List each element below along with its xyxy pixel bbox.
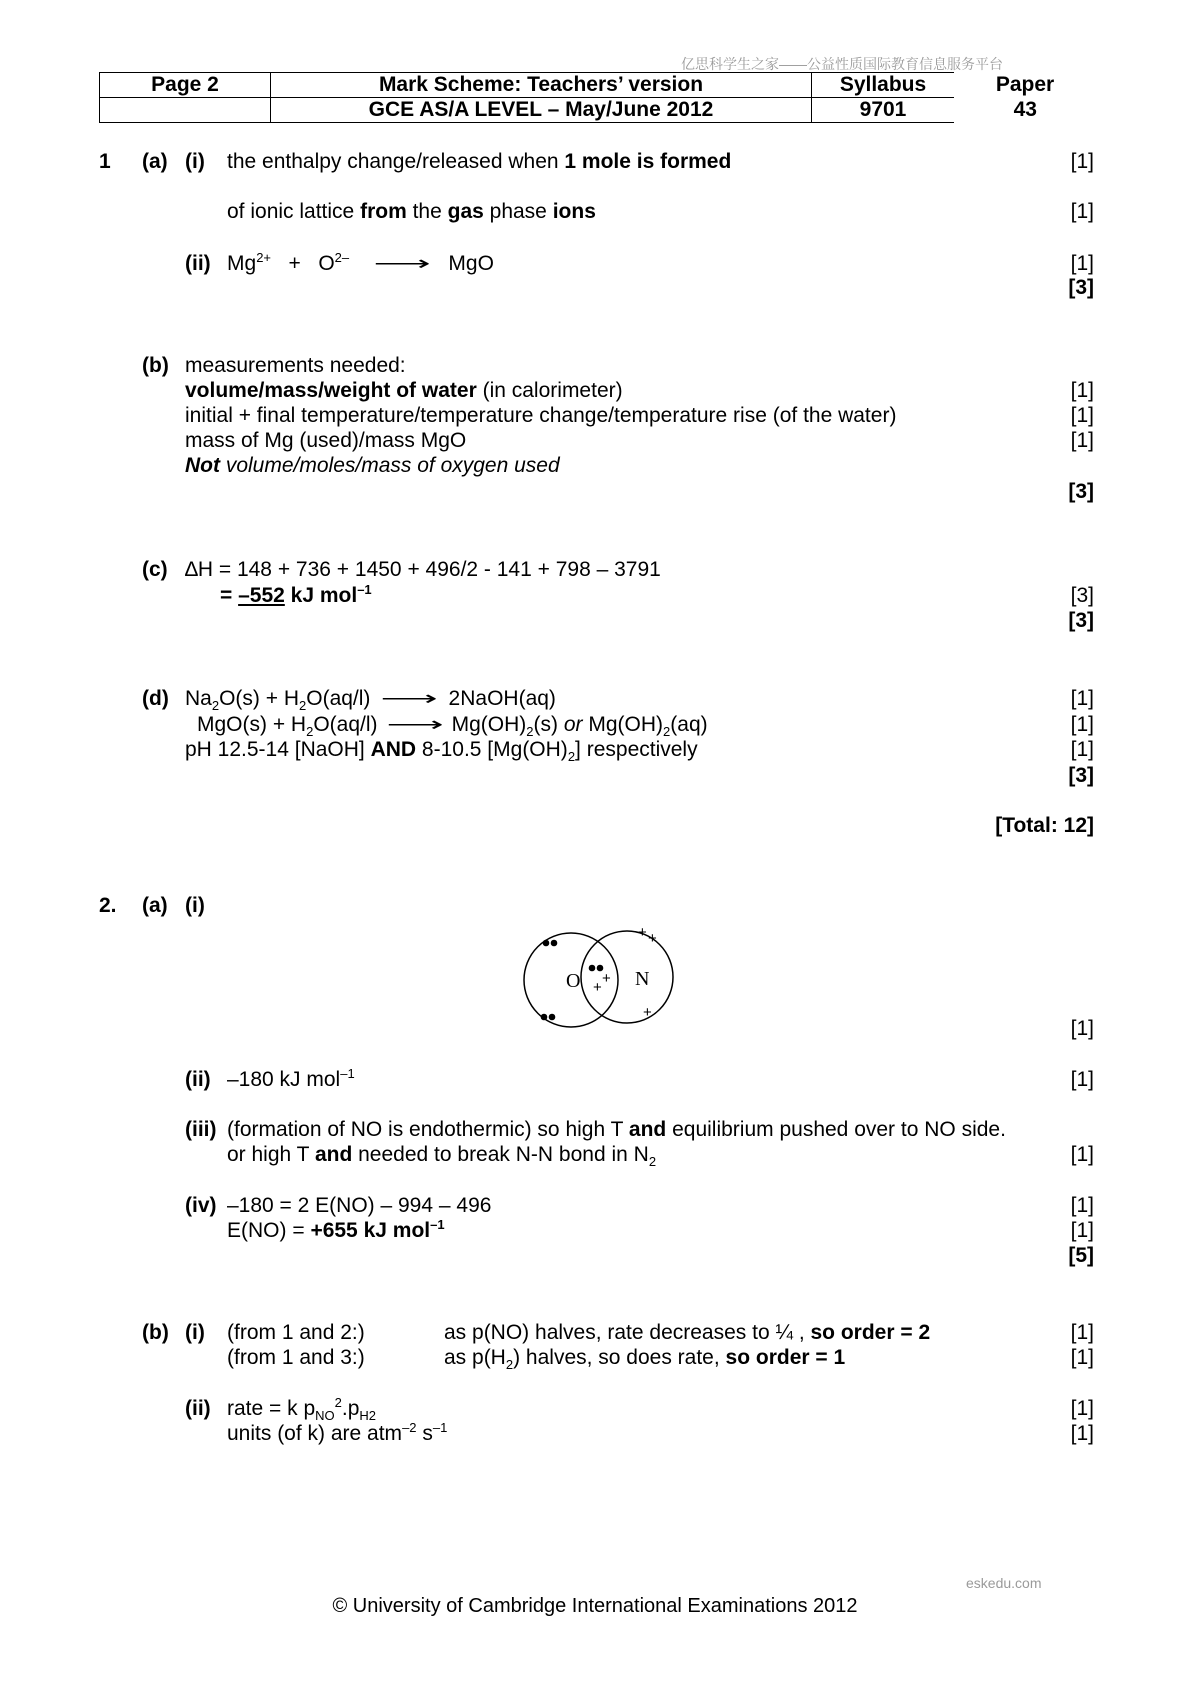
- q1d-line1: $Na_2O(s) + H_2O(aq/l)$ ⟶ 2NaOH(aq): [185, 687, 556, 714]
- mark: [1]: [1070, 404, 1094, 427]
- q1a-i-line1: the enthalpy change/released when 1 mole is formed: [227, 150, 732, 173]
- mark: [1]: [1070, 150, 1094, 173]
- mark: [1]: [1070, 1422, 1094, 1445]
- dot-and-cross-diagram: [515, 915, 675, 1055]
- header-title: Mark Scheme: Teachers’ version: [271, 73, 812, 98]
- electron-dot: [549, 1014, 556, 1021]
- watermark-top: 亿思科学生之家——公益性质国际教育信息服务平台: [681, 56, 1003, 72]
- q2a-iv-line1: –180 = 2 E(NO) – 994 – 496: [227, 1194, 492, 1217]
- oxygen-label: O: [566, 970, 581, 992]
- header-blank: [100, 98, 271, 123]
- mark: [1]: [1070, 1068, 1094, 1091]
- electron-dot: [541, 1014, 548, 1021]
- q1b-line1: measurements needed:: [185, 354, 406, 377]
- q1-total: [Total: 12]: [995, 814, 1094, 837]
- header-syllabus-value: 9701: [812, 98, 955, 123]
- q1a-ii-equation: $Mg^{2+}$ + $O^{2-}$ ⟶ MgO: [227, 250, 494, 275]
- mark: [1]: [1070, 1017, 1094, 1040]
- mark: [1]: [1070, 252, 1094, 275]
- mark: [1]: [1070, 1397, 1094, 1420]
- electron-cross: +: [638, 924, 647, 941]
- q2a-ii-label: (ii): [185, 1068, 211, 1091]
- header-syllabus-label: Syllabus: [812, 73, 955, 98]
- q2a-i-label: (i): [185, 894, 205, 917]
- electron-cross: +: [648, 930, 657, 947]
- mark: [1]: [1070, 713, 1094, 736]
- electron-cross: +: [602, 970, 611, 987]
- q1-number: 1: [99, 150, 111, 173]
- mark-total: [5]: [1068, 1244, 1094, 1267]
- header-page: Page 2: [100, 73, 271, 98]
- q1b-label: (b): [142, 354, 169, 377]
- mark: [3]: [1070, 584, 1094, 607]
- mark: [1]: [1070, 687, 1094, 710]
- q2b-ii-line2: units (of k) are atm$^{-2}$ $s^{-1}$: [227, 1420, 448, 1445]
- q2b-ii-label: (ii): [185, 1397, 211, 1420]
- q2b-i-label: (i): [185, 1321, 205, 1344]
- mark: [1]: [1070, 1346, 1094, 1369]
- q2b-i-line2-left: (from 1 and 3:): [227, 1346, 365, 1369]
- q2-number: 2.: [99, 894, 117, 917]
- q1a-i-label: (i): [185, 150, 205, 173]
- header-paper-value: 43: [1013, 98, 1037, 121]
- electron-dot: [543, 940, 550, 947]
- watermark-bottom: eskedu.com: [966, 1575, 1042, 1591]
- header-subtitle: GCE AS/A LEVEL – May/June 2012: [271, 98, 812, 123]
- mark: [1]: [1070, 1321, 1094, 1344]
- footer-copyright: © University of Cambridge International Examinations 2012: [332, 1595, 858, 1617]
- arrow-icon: ⟶: [380, 687, 439, 710]
- mark: [1]: [1070, 429, 1094, 452]
- q1b-line3: initial + final temperature/temperature change/temperature rise (of the water): [185, 404, 897, 427]
- arrow-icon: ⟶: [373, 252, 431, 275]
- mark-total: [3]: [1068, 276, 1094, 299]
- q2a-label: (a): [142, 894, 168, 917]
- electron-dot: [589, 965, 596, 972]
- electron-dot: [551, 940, 558, 947]
- mark-total: [3]: [1068, 480, 1094, 503]
- mark: [1]: [1070, 379, 1094, 402]
- mark: [1]: [1070, 200, 1094, 223]
- q2a-ii-text: –180 kJ mol$^{-1}$: [227, 1066, 355, 1091]
- mark: [1]: [1070, 738, 1094, 761]
- electron-cross: +: [643, 1004, 652, 1021]
- q1c-label: (c): [142, 558, 168, 581]
- q2b-label: (b): [142, 1321, 169, 1344]
- header-table: [99, 72, 1097, 123]
- q2b-ii-line1: rate = k $p_{NO}^2.p_{H2}$: [227, 1395, 377, 1424]
- mark-total: [3]: [1068, 609, 1094, 632]
- q1d-line3: pH 12.5-14 [NaOH] AND 8-10.5 $[Mg(OH)_2]$ respectively: [185, 738, 698, 765]
- electron-cross: +: [593, 979, 602, 996]
- q1c-line1: ∆H = 148 + 736 + 1450 + 496/2 - 141 + 798 – 3791: [185, 558, 661, 581]
- q1b-line4: mass of Mg (used)/mass MgO: [185, 429, 467, 452]
- mark: [1]: [1070, 1143, 1094, 1166]
- q2b-i-line2-right: as $p(H_2)$ halves, so does rate, so order = 1: [444, 1346, 846, 1373]
- q1a-i-line2: of ionic lattice from the gas phase ions: [227, 200, 596, 223]
- q2a-iv-line2: E(NO) = +655 kJ mol$^{-1}$: [227, 1217, 445, 1242]
- q1c-line2: = –552 kJ mol$^{-1}$: [220, 582, 372, 607]
- mark-total: [3]: [1068, 764, 1094, 787]
- q2a-iii-label: (iii): [185, 1118, 217, 1141]
- mark: [1]: [1070, 1194, 1094, 1217]
- q1d-line2: $MgO(s) + H_2O(aq/l)$ ⟶ $Mg(OH)_2(s)$ or $Mg(OH)_2(aq)$: [197, 713, 708, 740]
- q1d-label: (d): [142, 687, 169, 710]
- q1b-line5: Not volume/moles/mass of oxygen used: [185, 454, 560, 477]
- nitrogen-label: N: [635, 968, 650, 990]
- nitrogen-circle: [581, 931, 673, 1023]
- mark: [1]: [1070, 1219, 1094, 1242]
- q2b-i-line1-right: as p(NO) halves, rate decreases to ¼ , so order = 2: [444, 1321, 931, 1344]
- q2a-iv-label: (iv): [185, 1194, 217, 1217]
- q2a-iii-line2: or high T and needed to break N-N bond in $N_2$: [227, 1143, 657, 1170]
- q1a-label: (a): [142, 150, 168, 173]
- q1a-ii-label: (ii): [185, 252, 211, 275]
- arrow-icon: ⟶: [385, 713, 444, 736]
- q2a-iii-line1: (formation of NO is endothermic) so high T and equilibrium pushed over to NO side.: [227, 1118, 1006, 1141]
- q2b-i-line1-left: (from 1 and 2:): [227, 1321, 365, 1344]
- header-paper-label: Paper: [995, 73, 1055, 96]
- q1b-line2: volume/mass/weight of water (in calorimeter): [185, 379, 623, 402]
